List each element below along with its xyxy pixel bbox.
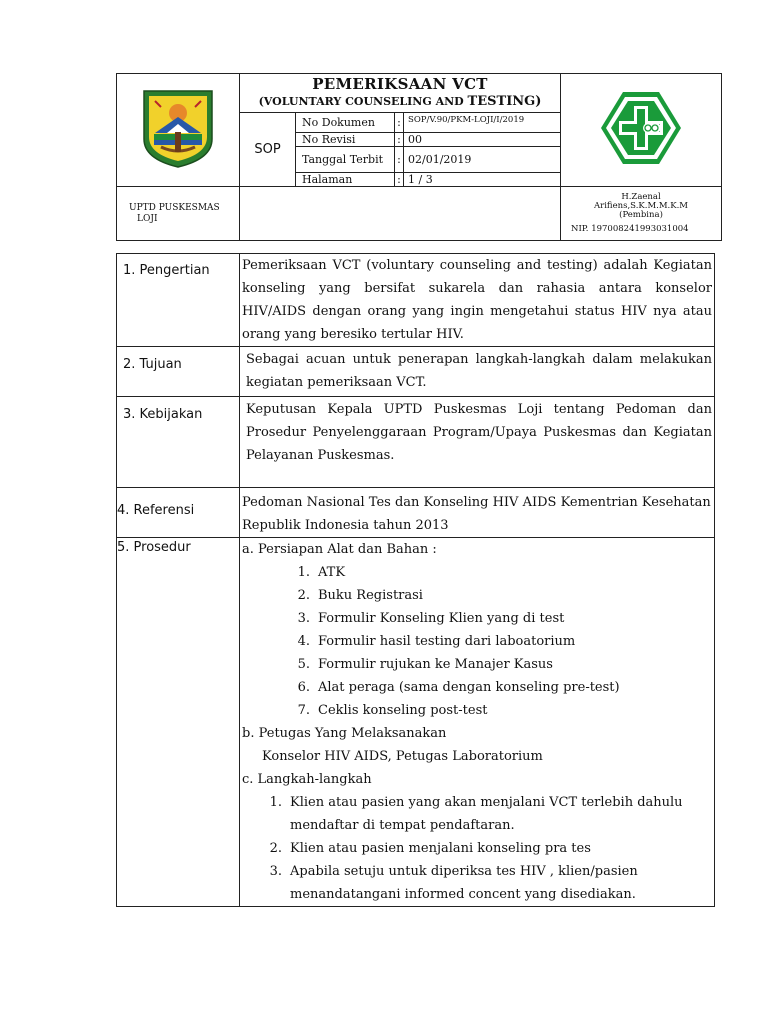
document-title: PEMERIKSAAN VCT: [312, 75, 488, 93]
meta-value-halaman: 1 / 3: [404, 173, 561, 187]
meta-value-no-dokumen: SOP/V.90/PKM-LOJI/I/2019: [404, 113, 561, 133]
signature-cell: [561, 187, 722, 241]
prosedur-c-heading: c. Langkah-langkah: [242, 772, 372, 787]
section-row-tujuan: [117, 347, 715, 397]
procedure-table: [116, 253, 715, 907]
section-label-kebijakan: 3. Kebijakan: [117, 397, 240, 488]
sop-label: SOP: [240, 113, 296, 187]
langkah-list: [242, 791, 712, 906]
list-number: 3.: [297, 611, 310, 626]
meta-colon: :: [395, 133, 404, 147]
meta-label-no-revisi: No Revisi: [296, 133, 395, 147]
list-item: [290, 653, 712, 676]
header-table: [116, 73, 722, 241]
subtitle-part-1: (VOLUNTARY COUNSELING AND: [258, 95, 468, 108]
regency-emblem-icon: [141, 87, 215, 169]
list-item: [262, 860, 712, 906]
list-item-text: ATK: [318, 565, 346, 580]
list-number: 2.: [269, 841, 282, 856]
section-text-tujuan: Sebagai acuan untuk penerapan langkah-langkah dalam melakukan kegiatan pemeriksaan VCT.: [240, 347, 715, 397]
meta-label-tanggal-terbit: Tanggal Terbit: [296, 147, 395, 173]
subtitle-part-2: TESTING): [467, 94, 542, 109]
meta-label-halaman: Halaman: [296, 173, 395, 187]
list-number: 4.: [297, 634, 310, 649]
list-item: [290, 699, 712, 722]
list-item-text: Formulir Konseling Klien yang di test: [318, 611, 565, 626]
list-number: 1.: [269, 795, 282, 810]
meta-value-no-revisi: 00: [404, 133, 561, 147]
section-text-pengertian: Pemeriksaan VCT (voluntary counseling and testing) adalah Kegiatan konseling yang bersifat sukarela dan rahasia antara konselor HIV/AIDS dengan orang yang ingin mengetahui status HIV nya atau orang yang beresiko tertular HIV.: [240, 254, 715, 347]
meta-colon: :: [395, 147, 404, 173]
empty-cell: [240, 187, 561, 241]
list-number: 6.: [297, 680, 310, 695]
section-row-kebijakan: [117, 397, 715, 488]
section-row-referensi: [117, 488, 715, 538]
section-content-prosedur: [240, 538, 715, 907]
list-item-text: Klien atau pasien yang akan menjalani VCT terlebih dahulu mendaftar di tempat pendaftaran.: [290, 795, 683, 833]
section-label-tujuan: 2. Tujuan: [117, 347, 240, 397]
meta-label-no-dokumen: No Dokumen: [296, 113, 395, 133]
regency-emblem-cell: [117, 74, 240, 187]
meta-value-tanggal-terbit: 02/01/2019: [404, 147, 561, 173]
list-number: 7.: [297, 703, 310, 718]
list-item-text: Ceklis konseling post-test: [318, 703, 488, 718]
section-label-referensi: 4. Referensi: [117, 488, 240, 538]
organization-location: LOJI: [137, 213, 158, 224]
list-item: [290, 607, 712, 630]
puskesmas-cross-icon: [599, 90, 683, 166]
list-item-text: Klien atau pasien menjalani konseling pra tes: [290, 841, 591, 856]
list-item: [262, 791, 712, 837]
prosedur-a-heading: a. Persiapan Alat dan Bahan :: [242, 542, 437, 557]
organization-name: UPTD PUSKESMAS: [129, 202, 220, 213]
section-label-pengertian: 1. Pengertian: [117, 254, 240, 347]
list-item-text: Apabila setuju untuk diperiksa tes HIV , klien/pasien menandatangani informed concent yang disediakan.: [290, 864, 638, 902]
section-label-prosedur: 5. Prosedur: [117, 538, 240, 907]
prosedur-b-text: Konselor HIV AIDS, Petugas Laboratorium: [262, 749, 543, 764]
document-title-cell: [240, 74, 561, 113]
section-text-kebijakan: Keputusan Kepala UPTD Puskesmas Loji tentang Pedoman dan Prosedur Penyelenggaraan Program/Upaya Puskesmas dan Kegiatan Pelayanan Puskesmas.: [240, 397, 715, 488]
signer-name: H.Zaenal: [621, 192, 661, 202]
list-item: [290, 630, 712, 653]
list-item-text: Formulir rujukan ke Manajer Kasus: [318, 657, 553, 672]
section-row-prosedur: [117, 538, 715, 907]
meta-colon: :: [395, 113, 404, 133]
list-item-text: Formulir hasil testing dari laboatorium: [318, 634, 576, 649]
list-number: 2.: [297, 588, 310, 603]
meta-colon: :: [395, 173, 404, 187]
signer-title: Arifiens,S.K.M.M.K.M: [594, 201, 689, 211]
list-number: 3.: [269, 864, 282, 879]
document-subtitle: [240, 93, 560, 110]
list-item: [290, 584, 712, 607]
alat-bahan-list: [242, 561, 712, 722]
signer-nip: NIP. 197008241993031004: [571, 224, 689, 234]
prosedur-b-heading: b. Petugas Yang Melaksanakan: [242, 726, 447, 741]
section-row-pengertian: [117, 254, 715, 347]
puskesmas-logo-cell: [561, 74, 722, 187]
section-text-referensi: Pedoman Nasional Tes dan Konseling HIV AIDS Kementrian Kesehatan Republik Indonesia tahun 2013: [240, 488, 715, 538]
organization-cell: [117, 187, 240, 241]
list-number: 5.: [297, 657, 310, 672]
list-item: [290, 676, 712, 699]
list-item-text: Alat peraga (sama dengan konseling pre-test): [318, 680, 620, 695]
list-item-text: Buku Registrasi: [318, 588, 423, 603]
list-item: [290, 561, 712, 584]
list-number: 1.: [297, 565, 310, 580]
signer-role: (Pembina): [619, 210, 663, 220]
list-item: [262, 837, 712, 860]
